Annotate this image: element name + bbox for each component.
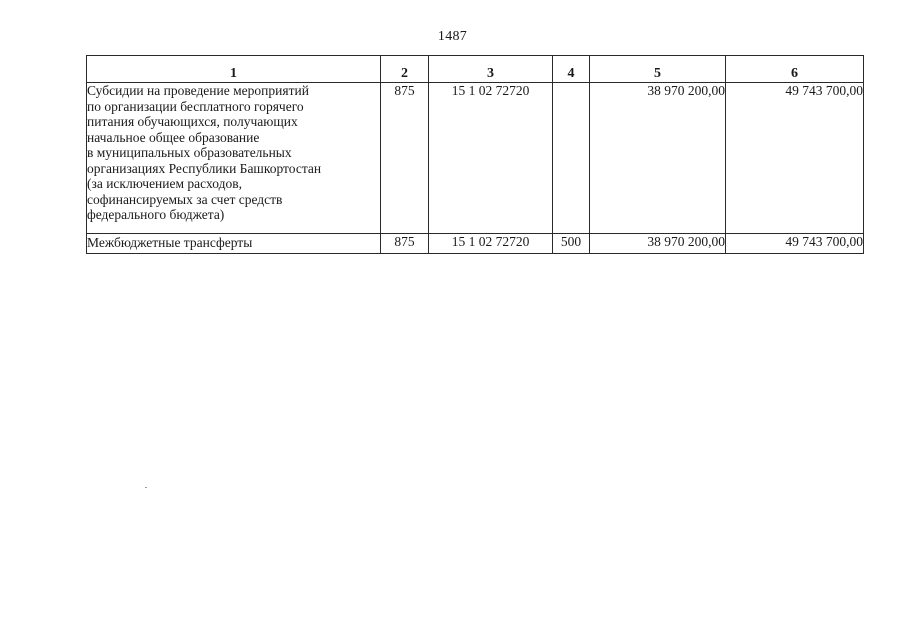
table-header-row — [87, 56, 864, 83]
row-target-article: 15 1 02 72720 — [429, 234, 553, 254]
row-amount-year-2: 49 743 700,00 — [726, 83, 864, 234]
table-row — [87, 234, 864, 254]
row-description: Субсидии на проведение мероприятий по организации бесплатного горячего питания обучающихся, получающих начальное общее образование в муниципальных образовательных организациях Республики Башкортостан (за исключением расходов, софинансируемых за счет средств федерального бюджета) — [87, 83, 381, 234]
row-code: 875 — [381, 234, 429, 254]
row-description: Межбюджетные трансферты — [87, 234, 381, 254]
column-header-4: 4 — [553, 56, 590, 83]
row-amount-year-2: 49 743 700,00 — [726, 234, 864, 254]
budget-table — [86, 55, 864, 254]
column-header-5: 5 — [590, 56, 726, 83]
row-expense-type — [553, 83, 590, 234]
row-target-article: 15 1 02 72720 — [429, 83, 553, 234]
table-row — [87, 83, 864, 234]
row-code: 875 — [381, 83, 429, 234]
column-header-3: 3 — [429, 56, 553, 83]
column-header-6: 6 — [726, 56, 864, 83]
scan-speck — [145, 487, 147, 488]
column-header-2: 2 — [381, 56, 429, 83]
row-expense-type: 500 — [553, 234, 590, 254]
row-amount-year-1: 38 970 200,00 — [590, 83, 726, 234]
column-header-1: 1 — [87, 56, 381, 83]
page-number: 1487 — [437, 29, 468, 44]
row-amount-year-1: 38 970 200,00 — [590, 234, 726, 254]
